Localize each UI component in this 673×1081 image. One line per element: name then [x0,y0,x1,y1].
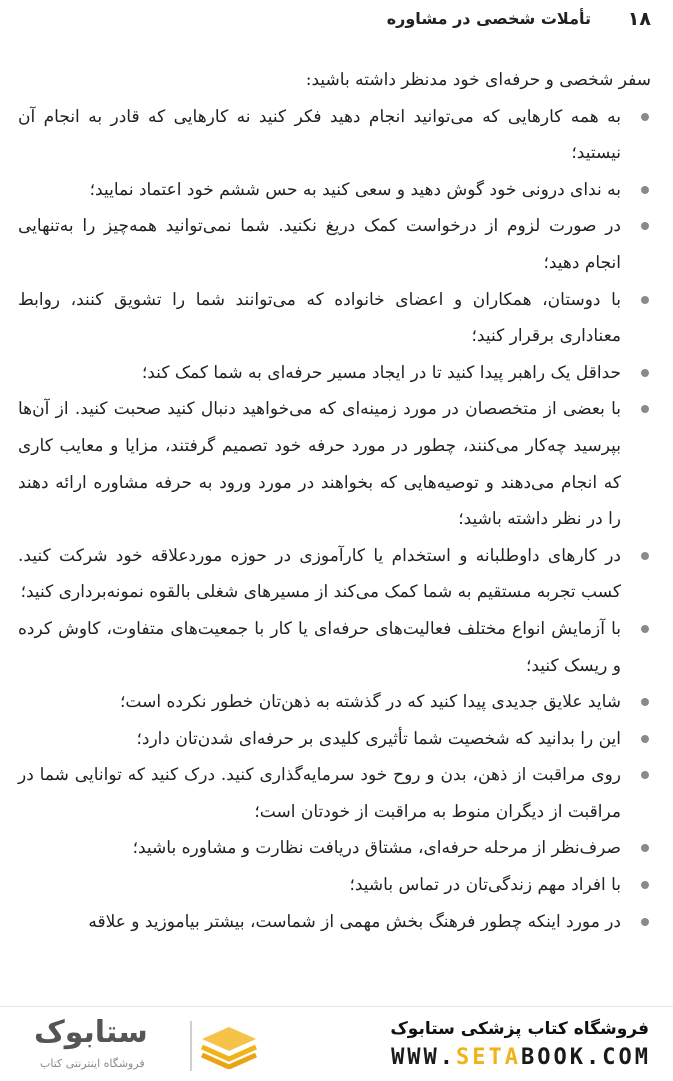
page-number: ۱۸ [627,8,651,30]
list-item-text: به ندای درونی خود گوش دهید و سعی کنید به حس ششم خود اعتماد نمایید؛ [89,179,621,200]
list-item-text: صرف‌نظر از مرحله حرفه‌ای، مشتاق دریافت نظارت و مشاوره باشید؛ [132,838,621,859]
list-item [18,391,651,537]
bullet-icon [641,844,649,852]
list-item-text: در صورت لزوم از درخواست کمک دریغ نکنید. شما نمی‌توانید همه‌چیز را به‌تنهایی انجام دهید؛ [18,216,621,273]
list-item-text: این را بدانید که شخصیت شما تأثیری کلیدی بر حرفه‌ای شدن‌تان دارد؛ [136,728,621,749]
url-prefix: WWW. [391,1045,457,1070]
list-item-text: در مورد اینکه چطور فرهنگ بخش مهمی از شماست، بیشتر بیاموزید و علاقه [88,911,621,932]
intro-line: سفر شخصی و حرفه‌ای خود مدنظر داشته باشید: [305,70,651,90]
bullet-list [18,99,651,941]
list-item-text: با دوستان، همکاران و اعضای خانواده که می‌توانند شما را تشویق کنند، روابط معناداری برقرار کنید؛ [18,289,621,347]
list-item-text: با افراد مهم زندگی‌تان در تماس باشید؛ [349,875,621,896]
list-item [18,721,651,758]
footer-divider [190,1021,192,1071]
bullet-icon [641,918,649,926]
list-item [18,757,651,830]
bullet-icon [641,735,649,743]
store-name: فروشگاه کتاب پزشکی ستابوک [390,1019,649,1039]
bullet-icon [641,296,649,304]
list-item [18,904,651,941]
list-item [18,99,651,172]
list-item [18,172,651,209]
running-title: تأملات شخصی در مشاوره [386,9,591,28]
list-item [18,355,651,392]
bullet-icon [641,881,649,889]
bullet-icon [641,369,649,377]
list-item [18,867,651,904]
bullet-icon [641,698,649,706]
list-item-text: شاید علایق جدیدی پیدا کنید که در گذشته به ذهن‌تان خطور نکرده است؛ [120,692,621,713]
bullet-icon [641,222,649,230]
list-item [18,538,651,611]
chevron-left-icon [32,1027,33,1028]
url-accent: SETA [456,1045,522,1070]
list-item-text: روی مراقبت از ذهن، بدن و روح خود سرمایه‌گذاری کنید. درک کنید که توانایی شما در مراقبت از دیگران منوط به مراقبت از خودتان است؛ [18,765,621,822]
list-item-text: به همه کارهایی که می‌توانید انجام دهید فکر کنید نه کارهایی که قادر به انجام آن نیستید؛ [18,106,621,164]
list-item-text: حداقل یک راهبر پیدا کنید تا در ایجاد مسیر حرفه‌ای به شما کمک کند؛ [141,362,621,383]
store-footer [0,1006,673,1081]
list-item-text: با بعضی از متخصصان در مورد زمینه‌ای که می‌خواهید دنبال کنید صحبت کنید. از آن‌ها بپرسید چه‌کار می‌کنند، چطور در مورد حرفه خود تصمیم گرفتند، مزایا و معایب کاری که انجام می‌دهند و توصیه‌هایی که بخواهند در مورد ورود به حرفه مشاوره ارائه دهند را در نظر داشته باشید؛ [18,399,621,530]
logo-tagline: فروشگاه اینترنتی کتاب [40,1057,145,1070]
list-item [18,208,651,281]
page-body [18,62,651,940]
page-fade-overlay [0,960,673,1008]
book-logo-icon [200,1021,258,1069]
list-item-text: با آزمایش انواع مختلف فعالیت‌های حرفه‌ای یا کار با جمعیت‌های متفاوت، کاوش کرده و ریسک کنید؛ [18,618,621,676]
bullet-icon [641,771,649,779]
list-item-text: در کارهای داوطلبانه و استخدام یا کارآموزی در حوزه موردعلاقه خود شرکت کنید. کسب تجربه مستقیم به شما کمک می‌کند از مسیرهای شغلی بالقوه نمونه‌برداری کنید؛ [18,545,621,603]
bullet-icon [641,552,649,560]
bullet-icon [641,186,649,194]
bullet-icon [641,405,649,413]
list-item [18,611,651,684]
page-header [0,0,673,44]
list-item [18,830,651,867]
store-url[interactable] [391,1045,651,1070]
bullet-icon [641,113,649,121]
logo-wordmark: ستابوک [34,1015,148,1050]
list-item [18,282,651,355]
bullet-icon [641,625,649,633]
list-item [18,684,651,721]
url-suffix: BOOK.COM [521,1045,651,1070]
